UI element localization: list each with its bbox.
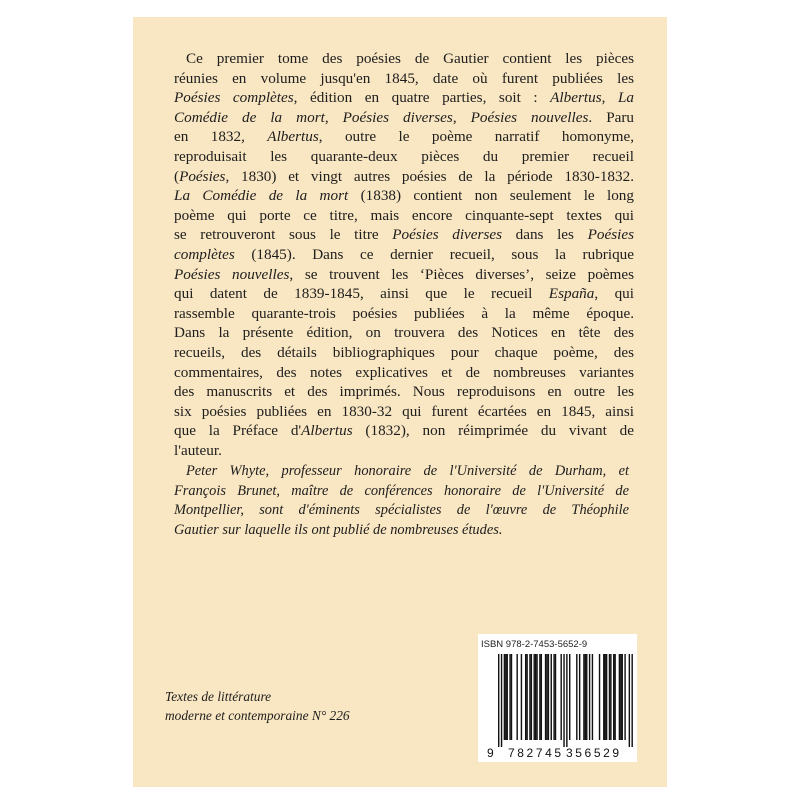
barcode-bar bbox=[541, 654, 542, 740]
barcode-bar bbox=[516, 654, 517, 740]
barcode-bar bbox=[560, 654, 561, 740]
barcode-bar bbox=[619, 654, 620, 740]
barcode-bar bbox=[534, 654, 535, 740]
barcode-bar bbox=[511, 654, 512, 740]
text-line: complètes (1845). Dans ce dernier recueil, sous la rubrique bbox=[174, 245, 634, 263]
barcode-bar bbox=[526, 654, 527, 740]
text-line: Comédie de la mort, Poésies diverses, Poésies nouvelles. Paru bbox=[174, 108, 635, 126]
barcode-bar bbox=[566, 654, 567, 747]
barcode-bar bbox=[620, 654, 621, 740]
barcode-bar bbox=[504, 654, 505, 740]
text-line: qui datent de 1839-1845, ainsi que le recueil España, qui bbox=[174, 285, 634, 303]
barcode-bar bbox=[505, 654, 506, 740]
barcode-bar bbox=[569, 654, 570, 740]
barcode-bar bbox=[498, 654, 499, 747]
barcode-bar bbox=[592, 654, 593, 740]
text-line: en 1832, Albertus, outre le poème narratif homonyme, bbox=[174, 128, 634, 146]
barcode-bar bbox=[613, 654, 614, 740]
text-line: La Comédie de la mort (1838) contient non seulement le long bbox=[174, 187, 634, 205]
text-line: Peter Whyte, professeur honoraire de l'Université de Durham, et bbox=[186, 463, 629, 479]
text-line: des manuscrits et des imprimés. Nous reproduisons en outre les bbox=[174, 383, 634, 401]
barcode-bar bbox=[589, 654, 590, 740]
text-line: que la Préface d'Albertus (1832), non réimprimée du vivant de bbox=[174, 422, 634, 440]
text-line: se retrouveront sous le titre Poésies diverses dans les Poésies bbox=[174, 226, 634, 244]
text-line: poème qui porte ce titre, mais encore cinquante-sept textes qui bbox=[174, 206, 634, 224]
barcode-bar bbox=[609, 654, 610, 740]
text-line: (Poésies, 1830) et vingt autres poésies de la période 1830-1832. bbox=[174, 167, 634, 185]
text-line: recueils, des détails bibliographiques pour chaque poème, des bbox=[174, 343, 634, 361]
barcode-bar bbox=[605, 654, 606, 740]
isbn-label: ISBN 978-2-7453-5652-9 bbox=[481, 639, 588, 650]
barcode-bar bbox=[553, 654, 554, 740]
series-line-1: Textes de littérature bbox=[165, 689, 272, 704]
barcode-bar bbox=[563, 654, 564, 747]
barcode-bar bbox=[501, 654, 502, 747]
barcode-bar bbox=[610, 654, 611, 740]
barcode-bar bbox=[529, 654, 530, 740]
barcode-bar bbox=[525, 654, 526, 740]
barcode-bar bbox=[535, 654, 536, 740]
series-label bbox=[165, 687, 350, 725]
text-line: commentaires, des notes explicatives et de nombreuses variantes bbox=[174, 363, 634, 381]
barcode-bar bbox=[551, 654, 552, 740]
barcode-bar bbox=[545, 654, 546, 740]
barcode-bar bbox=[586, 654, 587, 740]
barcode-bar bbox=[576, 654, 577, 740]
barcode-bar bbox=[539, 654, 540, 740]
text-line: rassemble quarante-trois poésies publiées à la même époque. bbox=[174, 304, 634, 322]
text-line: réunies en volume jusqu'en 1845, date où furent publiées les bbox=[174, 69, 634, 87]
text-line: Gautier sur laquelle ils ont publié de nombreuses études. bbox=[174, 521, 503, 538]
text-line: reproduisait les quarante-deux pièces du premier recueil bbox=[174, 147, 634, 165]
barcode-bar bbox=[583, 654, 584, 740]
text-line: l'auteur. bbox=[174, 441, 222, 459]
authors-bio-paragraph bbox=[174, 462, 629, 540]
barcode-bar bbox=[585, 654, 586, 740]
text-line: six poésies publiées en 1830-32 qui furent écartées en 1845, ainsi bbox=[174, 402, 634, 420]
barcode-digits-left: 782745 bbox=[508, 746, 564, 760]
barcode-bar bbox=[579, 654, 580, 740]
barcode-bar bbox=[631, 654, 632, 747]
barcode-bar bbox=[507, 654, 508, 740]
barcode-image bbox=[478, 634, 637, 762]
barcode-bar bbox=[555, 654, 556, 740]
text-line: Montpellier, sont d'éminents spécialistes de l'œuvre de Théophile bbox=[174, 502, 629, 518]
barcode-bar bbox=[599, 654, 600, 740]
barcode-bar bbox=[622, 654, 623, 740]
barcode-bar bbox=[531, 654, 532, 740]
barcode-bar bbox=[614, 654, 615, 740]
barcode-digits-right: 356529 bbox=[566, 746, 622, 760]
text-line: Poésies complètes, édition en quatre parties, soit : Albertus, La bbox=[174, 89, 635, 107]
barcode-bar bbox=[509, 654, 510, 740]
text-line: François Brunet, maître de conférences honoraire de l'Université de bbox=[174, 482, 629, 499]
barcode-bar bbox=[603, 654, 604, 740]
barcode-bar bbox=[548, 654, 549, 740]
barcode-bar bbox=[624, 654, 625, 740]
text-line: Dans la présente édition, on trouvera des Notices en tête des bbox=[174, 324, 634, 342]
barcode-bar bbox=[536, 654, 537, 740]
barcode-bar bbox=[546, 654, 547, 740]
barcode-bar bbox=[606, 654, 607, 740]
series-line-2: moderne et contemporaine N° 226 bbox=[165, 708, 350, 723]
text-line: Ce premier tome des poésies de Gautier contient les pièces bbox=[186, 50, 634, 67]
barcode-bar bbox=[521, 654, 522, 740]
barcode-digit-first: 9 bbox=[487, 746, 494, 760]
description-paragraph bbox=[174, 49, 634, 460]
text-line: Poésies nouvelles, se trouvent les ‘Pièces diverses’, seize poèmes bbox=[174, 265, 635, 283]
barcode-bar bbox=[629, 654, 630, 747]
